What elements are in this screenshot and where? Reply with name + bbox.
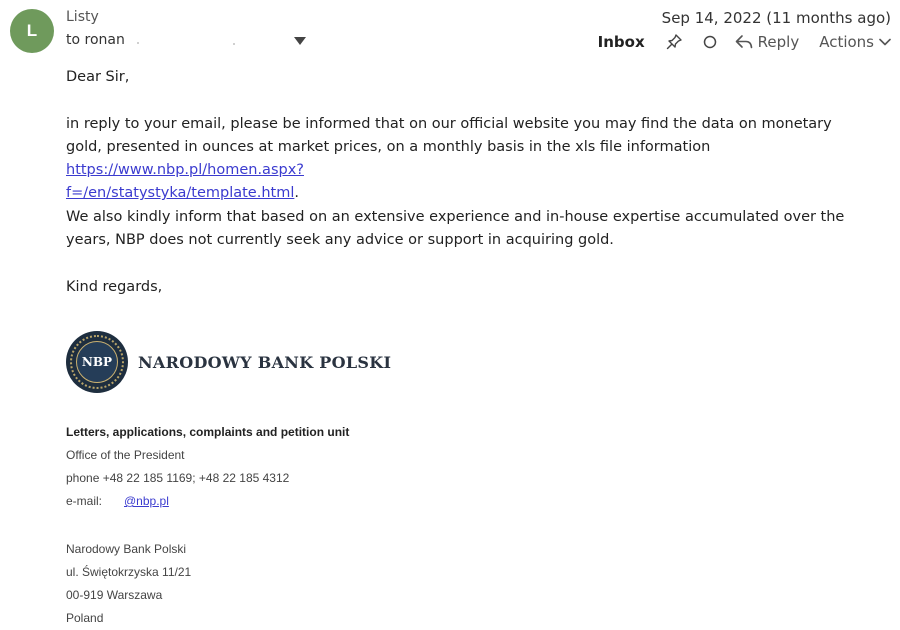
- actions-menu-button[interactable]: [819, 33, 891, 51]
- chevron-down-icon: [879, 38, 891, 46]
- actions-label: Actions: [819, 33, 874, 51]
- avatar-letter: L: [26, 21, 38, 40]
- recipient-name: ronan: [84, 32, 125, 48]
- recipient-prefix: to: [66, 32, 81, 48]
- seal-text: NBP: [76, 341, 118, 383]
- paragraph-advice: We also kindly inform that based on an extensive experience and in-house expertise accumulated over the years, NBP does not currently seek any advice or support in acquiring gold.: [66, 209, 845, 248]
- email-link[interactable]: @nbp.pl: [124, 494, 169, 508]
- signature-phone: phone +48 22 185 1169; +48 22 185 4312: [66, 471, 290, 485]
- paragraph-data-info: [66, 113, 856, 205]
- email-label: e-mail:: [66, 494, 103, 508]
- reply-arrow-icon: [735, 34, 753, 50]
- pin-icon[interactable]: [663, 31, 685, 53]
- nbp-seal-icon: [66, 331, 128, 393]
- nbp-logo: [66, 331, 391, 393]
- redaction-mark: [233, 43, 235, 45]
- redaction-mark: [137, 42, 139, 44]
- recipient-line: [66, 32, 125, 48]
- paragraph-end: .: [294, 185, 299, 201]
- nbp-template-link[interactable]: [66, 162, 304, 201]
- inbox-label[interactable]: Inbox: [597, 33, 645, 51]
- message-date: Sep 14, 2022 (11 months ago): [661, 9, 891, 27]
- signature-office: Office of the President: [66, 448, 185, 462]
- closing: Kind regards,: [66, 279, 163, 295]
- mark-unread-circle-icon[interactable]: [699, 31, 721, 53]
- address-bank-name: Narodowy Bank Polski: [66, 542, 187, 556]
- greeting: Dear Sir,: [66, 69, 130, 85]
- link-part-1: https://www.nbp.pl/homen.aspx?: [66, 162, 304, 178]
- paragraph-text: in reply to your email, please be informed that on our official website you may find the data on monetary gold, presented in ounces at market prices, on a monthly basis in the xls file information: [66, 116, 832, 155]
- link-part-2: f=/en/statystyka/template.html: [66, 185, 295, 201]
- reply-label: Reply: [757, 33, 800, 51]
- signature-email-line: [66, 490, 169, 513]
- message-toolbar: [598, 30, 891, 54]
- address-city: 00-919 Warszawa: [66, 588, 163, 602]
- signature-unit: Letters, applications, complaints and petition unit: [66, 425, 350, 439]
- sender-avatar[interactable]: [10, 9, 54, 53]
- reply-button[interactable]: [735, 33, 800, 51]
- bank-name-logo-text: NARODOWY BANK POLSKI: [138, 352, 392, 372]
- sender-name[interactable]: Listy: [66, 9, 99, 25]
- address-street: ul. Świętokrzyska 11/21: [66, 565, 192, 579]
- recipient-details-dropdown-icon[interactable]: [294, 37, 306, 45]
- address-country: Poland: [66, 611, 104, 625]
